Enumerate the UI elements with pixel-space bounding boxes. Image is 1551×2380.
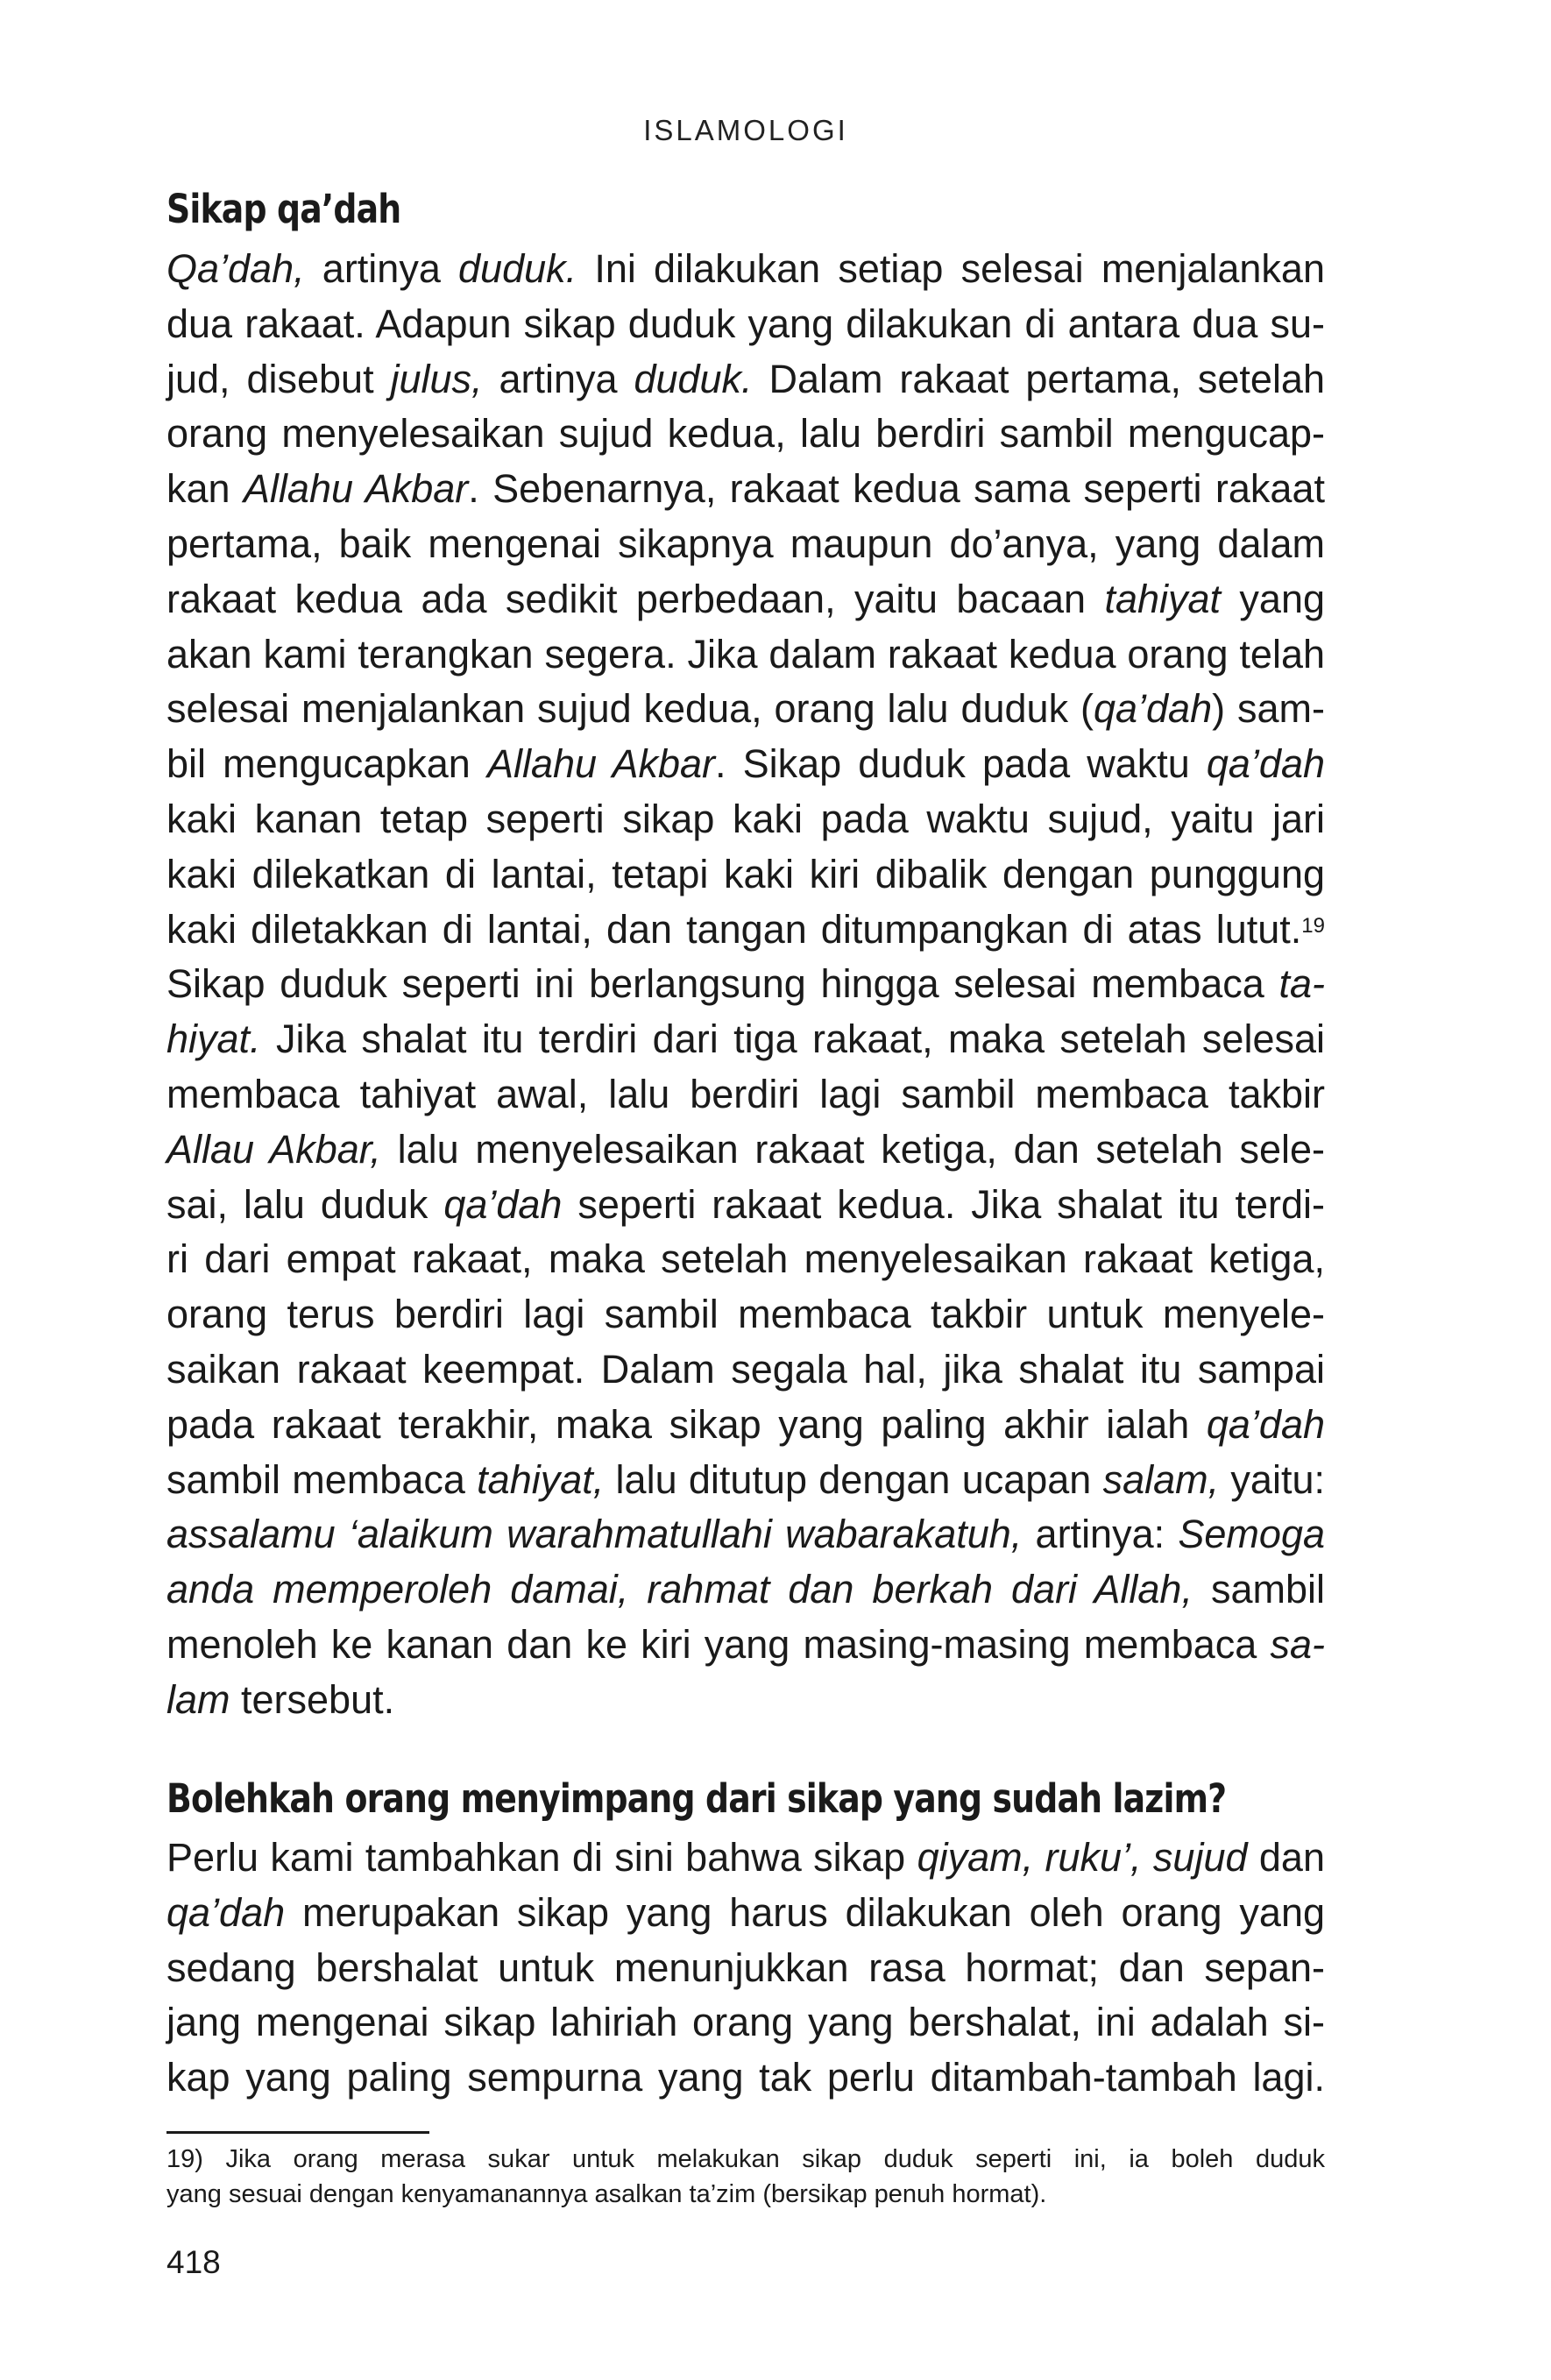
- text-line: Qa’dah, artinya duduk. Ini dilakukan setiap selesai menjalankan: [166, 246, 1325, 291]
- text-line: sambil membaca tahiyat, lalu ditutup dengan ucapan salam, yaitu:: [166, 1456, 1325, 1502]
- text-line: dua rakaat. Adapun sikap duduk yang dilakukan di antara dua su-: [166, 301, 1325, 346]
- text-line: Allau Akbar, lalu menyelesaikan rakaat ketiga, dan setelah sele-: [166, 1126, 1325, 1172]
- text-line: anda memperoleh damai, rahmat dan berkah dari Allah, sambil: [166, 1567, 1325, 1612]
- text-line: sai, lalu duduk qa’dah seperti rakaat kedua. Jika shalat itu terdi-: [166, 1181, 1325, 1227]
- text-line: Sikap duduk seperti ini berlangsung hingga selesai membaca ta-: [166, 961, 1325, 1007]
- footnote-reference[interactable]: 19: [1301, 913, 1325, 938]
- text-line: hiyat. Jika shalat itu terdiri dari tiga rakaat, maka setelah selesai: [166, 1016, 1325, 1062]
- text-line: kan Allahu Akbar. Sebenarnya, rakaat kedua sama seperti rakaat: [166, 466, 1325, 512]
- text-line: Perlu kami tambahkan di sini bahwa sikap qiyam, ruku’, sujud dan: [166, 1835, 1325, 1880]
- text-line: jud, disebut julus, artinya duduk. Dalam rakaat pertama, setelah: [166, 356, 1325, 401]
- text-line: qa’dah merupakan sikap yang harus dilakukan oleh orang yang: [166, 1889, 1325, 1935]
- footnote-line: yang sesuai dengan kenyamanannya asalkan ta’zim (bersikap penuh hormat).: [166, 2180, 1047, 2208]
- text-line: kaki kanan tetap seperti sikap kaki pada waktu sujud, yaitu jari: [166, 796, 1325, 841]
- text-line: membaca tahiyat awal, lalu berdiri lagi sambil membaca takbir: [166, 1071, 1325, 1116]
- paragraph-bolehkah: [166, 1831, 1325, 2106]
- paragraph-sikap-qadah: [166, 242, 1325, 1728]
- section-title-bolehkah: Bolehkah orang menyimpang dari sikap yang sudah lazim?: [166, 1775, 1227, 1822]
- page-number: 418: [166, 2244, 221, 2280]
- text-line: akan kami terangkan segera. Jika dalam rakaat kedua orang telah: [166, 631, 1325, 676]
- text-line: assalamu ‘alaikum warahmatullahi wabarakatuh, artinya: Semoga: [166, 1512, 1325, 1557]
- text-line: kaki dilekatkan di lantai, tetapi kaki kiri dibalik dengan punggung: [166, 851, 1325, 896]
- section-title-sikap-qadah: Sikap qa’dah: [166, 186, 401, 232]
- text-line: lam tersebut.: [166, 1676, 395, 1722]
- text-line: pada rakaat terakhir, maka sikap yang paling akhir ialah qa’dah: [166, 1401, 1325, 1447]
- footnote-19: [166, 2142, 1325, 2212]
- text-line: pertama, baik mengenai sikapnya maupun do’anya, yang dalam: [166, 521, 1325, 566]
- running-head: ISLAMOLOGI: [643, 114, 848, 146]
- book-page: [166, 0, 1325, 2380]
- text-line: orang terus berdiri lagi sambil membaca takbir untuk menyele-: [166, 1292, 1325, 1337]
- text-line: menoleh ke kanan dan ke kiri yang masing-masing membaca sa-: [166, 1621, 1325, 1667]
- text-line: selesai menjalankan sujud kedua, orang lalu duduk (qa’dah) sam-: [166, 686, 1325, 732]
- footnote-divider: [166, 2131, 429, 2134]
- text-line: jang mengenai sikap lahiriah orang yang bershalat, ini adalah si-: [166, 2000, 1325, 2045]
- text-line: bil mengucapkan Allahu Akbar. Sikap duduk pada waktu qa’dah: [166, 741, 1325, 787]
- text-line: kaki diletakkan di lantai, dan tangan ditumpangkan di atas lutut.$^{19}$: [166, 906, 1325, 952]
- footnote-line: 19) Jika orang merasa sukar untuk melakukan sikap duduk seperti ini, ia boleh duduk: [166, 2145, 1325, 2173]
- text-line: orang menyelesaikan sujud kedua, lalu berdiri sambil mengucap-: [166, 411, 1325, 457]
- text-line: kap yang paling sempurna yang tak perlu ditambah-tambah lagi.: [166, 2055, 1325, 2100]
- text-line: saikan rakaat keempat. Dalam segala hal, jika shalat itu sampai: [166, 1346, 1325, 1392]
- text-line: ri dari empat rakaat, maka setelah menyelesaikan rakaat ketiga,: [166, 1236, 1325, 1282]
- text-line: sedang bershalat untuk menunjukkan rasa hormat; dan sepan-: [166, 1944, 1325, 1990]
- text-line: rakaat kedua ada sedikit perbedaan, yaitu bacaan tahiyat yang: [166, 576, 1326, 621]
